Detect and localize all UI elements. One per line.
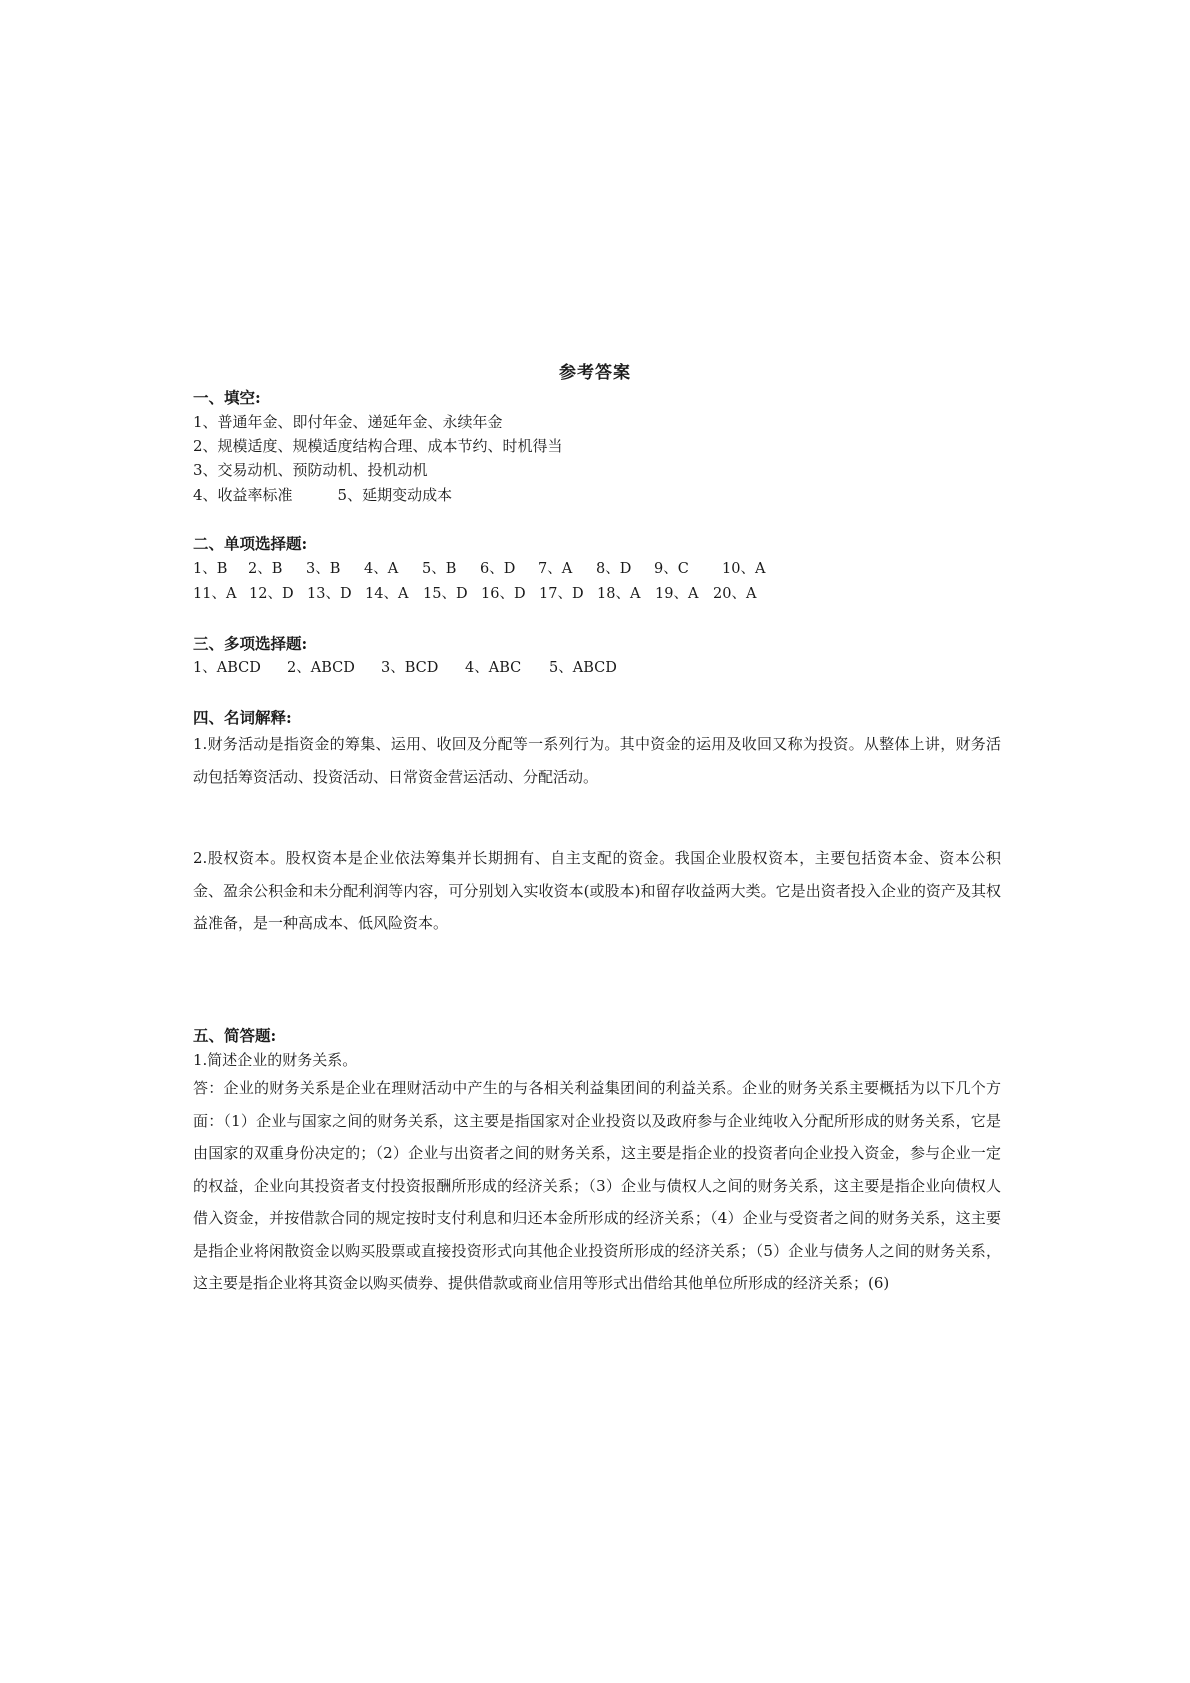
term-definition-2: 2.股权资本。股权资本是企业依法筹集并长期拥有、自主支配的资金。我国企业股权资本，主要包括资本金、资本公积金、盈余公积金和未分配利润等内容，可分别划入实收资本(或股本)和留存收益两大类。它是出资者投入企业的资产及其权益准备，是一种高成本、低风险资本。 (193, 849, 1001, 932)
section-heading-term-definitions: 四、名词解释: (193, 708, 292, 727)
section-heading-fill-in: 一、填空: (193, 388, 261, 407)
term-definition-1: 1.财务活动是指资金的筹集、运用、收回及分配等一系列行为。其中资金的运用及收回又称为投资。从整体上讲，财务活动包括筹资活动、投资活动、日常资金营运活动、分配活动。 (193, 735, 1001, 786)
answer-item: 16、D (481, 586, 526, 602)
fill-in-answer-2: 2、规模适度、规模适度结构合理、成本节约、时机得当 (193, 437, 563, 455)
answer-item: 6、D (480, 561, 516, 577)
answer-item: 4、ABC (465, 660, 522, 676)
answer-item: 19、A (655, 586, 699, 602)
answer-item: 15、D (423, 586, 468, 602)
answer-item: 3、B (306, 561, 341, 577)
answer-item: 2、ABCD (287, 660, 355, 676)
fill-in-answer-1: 1、普通年金、即付年金、递延年金、永续年金 (193, 413, 503, 431)
short-answer-response: 答：企业的财务关系是企业在理财活动中产生的与各相关利益集团间的利益关系。企业的财务关系主要概括为以下几个方面：（1）企业与国家之间的财务关系，这主要是指国家对企业投资以及政府参与企业纯收入分配所形成的财务关系，它是由国家的双重身份决定的；（2）企业与出资者之间的财务关系，这主要是指企业的投资者向企业投入资金，参与企业一定的权益，企业向其投资者支付投资报酬所形成的经济关系；（3）企业与债权人之间的财务关系，这主要是指企业向债权人借入资金，并按借款合同的规定按时支付利息和归还本金所形成的经济关系；（4）企业与受资者之间的财务关系，这主要是指企业将闲散资金以购买股票或直接投资形式向其他企业投资所形成的经济关系；（5）企业与债务人之间的财务关系，这主要是指企业将其资金以购买债券、提供借款或商业信用等形式出借给其他单位所形成的经济关系；(6) (193, 1079, 1001, 1292)
answer-item: 7、A (538, 561, 573, 577)
answer-item: 13、D (307, 586, 352, 602)
answer-item: 12、D (249, 586, 294, 602)
answer-item: 1、B (193, 561, 228, 577)
single-choice-row-2 (193, 582, 773, 603)
answer-item: 5、B (422, 561, 457, 577)
answer-item: 4、A (364, 561, 399, 577)
answer-item: 8、D (596, 561, 632, 577)
section-heading-short-answer: 五、简答题: (193, 1026, 277, 1045)
answer-item: 18、A (597, 586, 641, 602)
answer-item: 5、ABCD (549, 660, 617, 676)
answer-item: 1、ABCD (193, 660, 261, 676)
answer-item: 9、C (654, 561, 689, 577)
answer-item: 17、D (539, 586, 584, 602)
section-heading-multiple-choice: 三、多项选择题: (193, 634, 308, 653)
answer-item: 20、A (713, 586, 757, 602)
single-choice-row-1 (193, 557, 782, 578)
short-answer-question: 1.简述企业的财务关系。 (193, 1051, 358, 1069)
answer-item: 10、A (722, 561, 766, 577)
section-heading-single-choice: 二、单项选择题: (193, 534, 308, 553)
fill-in-answer-4: 4、收益率标准 5、延期变动成本 (193, 486, 453, 504)
multiple-choice-row (193, 656, 633, 677)
answer-item: 3、BCD (381, 660, 439, 676)
answer-item: 11、A (193, 586, 237, 602)
fill-in-answer-3: 3、交易动机、预防动机、投机动机 (193, 461, 428, 479)
answer-item: 14、A (365, 586, 409, 602)
answer-item: 2、B (248, 561, 283, 577)
page-title: 参考答案 (559, 363, 631, 383)
